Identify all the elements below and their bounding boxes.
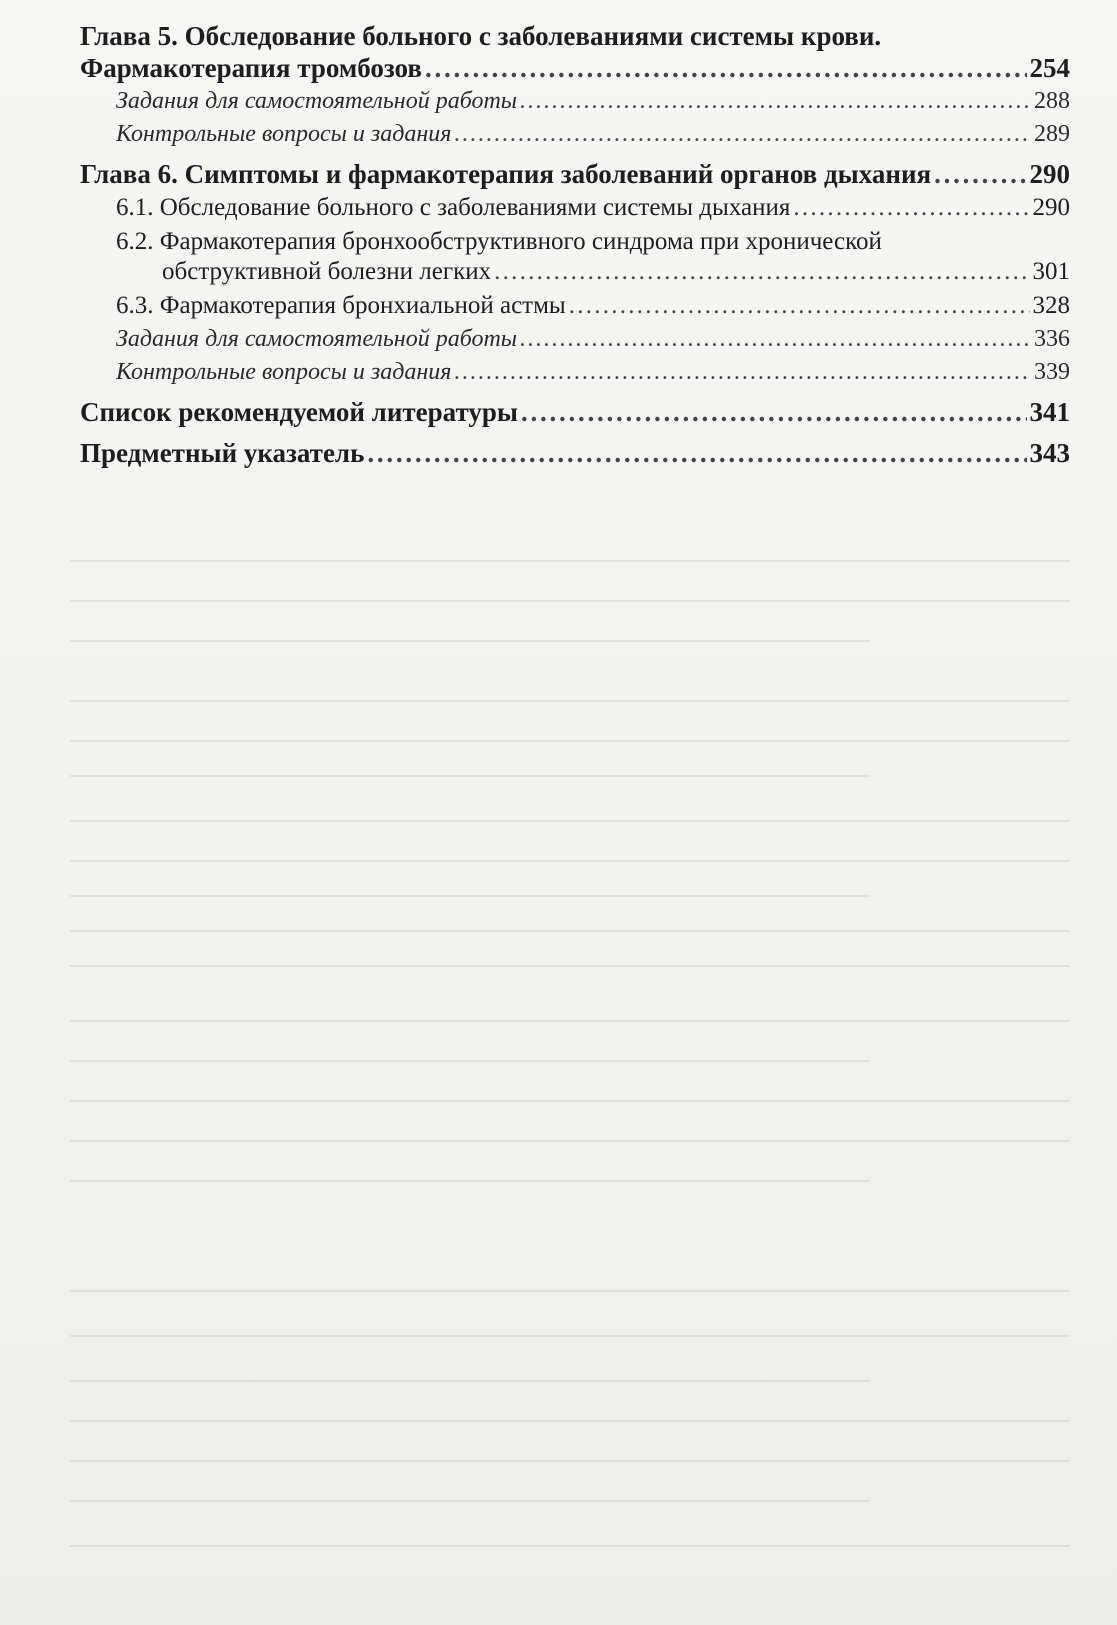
page-number: 301 (1032, 257, 1070, 285)
page-number: 290 (1029, 159, 1070, 190)
chapter-5-title-line2: Фармакотерапия тромбозов (80, 53, 422, 84)
bleed-through-line (70, 860, 1070, 862)
toc-entry-chapter-5[interactable] (80, 52, 1070, 84)
entry-title: 6.3. Фармакотерапия бронхиальной астмы (116, 291, 566, 319)
bleed-through-line (70, 1335, 1070, 1337)
bleed-through-line (70, 560, 1070, 562)
leader-dots (521, 396, 1027, 428)
bleed-through-line (70, 1180, 870, 1182)
section-6-2-title-line2: обструктивной болезни легких (162, 257, 492, 285)
bleed-through-line (70, 1420, 1070, 1422)
bleed-through-line (70, 930, 1070, 932)
chapter-5-title-line1: Глава 5. Обследование больного с заболеваниями системы крови. (80, 21, 882, 51)
table-of-contents (80, 20, 1070, 469)
toc-entry-ch5-questions[interactable] (80, 120, 1070, 149)
section-6-2-title-line1: 6.2. Фармакотерапия бронхообструктивного синдрома при хронической (116, 227, 882, 255)
bleed-through-line (70, 1020, 1070, 1022)
bleed-through-line (70, 740, 1070, 742)
bleed-through-line (70, 1290, 1070, 1292)
leader-dots (520, 87, 1031, 116)
page-number: 339 (1034, 358, 1070, 385)
entry-title: 6.1. Обследование больного с заболеваниями системы дыхания (116, 193, 791, 221)
bleed-through-line (70, 820, 1070, 822)
leader-dots (520, 325, 1031, 354)
page-number: 336 (1034, 325, 1070, 352)
toc-entry-index[interactable] (80, 437, 1070, 469)
leader-dots (793, 193, 1029, 223)
page-number: 343 (1029, 437, 1070, 468)
bleed-through-line (70, 700, 1070, 702)
bleed-through-line (70, 1140, 1070, 1142)
page-number: 289 (1034, 120, 1070, 147)
bleed-through-line (70, 965, 1070, 967)
leader-dots (367, 437, 1026, 469)
toc-entry-ch6-tasks[interactable] (80, 325, 1070, 354)
leader-dots (934, 158, 1026, 190)
page-number: 288 (1034, 87, 1070, 114)
toc-entry-ch5-tasks[interactable] (80, 87, 1070, 116)
chapter-6-title: Глава 6. Симптомы и фармакотерапия заболеваний органов дыхания (80, 159, 932, 190)
toc-entry-section-6-1[interactable] (80, 193, 1070, 223)
page-number: 328 (1032, 291, 1070, 319)
bleed-through-line (70, 1545, 1070, 1547)
bleed-through-line (70, 640, 870, 642)
bleed-through-line (70, 1060, 870, 1062)
page-number: 254 (1029, 53, 1070, 84)
leader-dots (454, 358, 1031, 387)
entry-title: Задания для самостоятельной работы (116, 87, 518, 114)
toc-entry-ch6-questions[interactable] (80, 358, 1070, 387)
entry-title: Задания для самостоятельной работы (116, 325, 518, 352)
toc-entry-chapter-6[interactable] (80, 158, 1070, 190)
bleed-through-line (70, 600, 1070, 602)
bleed-through-line (70, 1380, 870, 1382)
page-number: 290 (1032, 193, 1070, 221)
leader-dots (454, 120, 1031, 149)
toc-entry-section-6-3[interactable] (80, 291, 1070, 321)
toc-entry-section-6-2[interactable] (80, 257, 1070, 287)
leader-dots (425, 52, 1027, 84)
bleed-through-line (70, 1100, 1070, 1102)
leader-dots (569, 291, 1030, 321)
bleed-through-line (70, 1500, 870, 1502)
page-number: 341 (1029, 397, 1070, 428)
bleed-through-line (70, 895, 870, 897)
bleed-through-line (70, 1460, 1070, 1462)
entry-title: Контрольные вопросы и задания (116, 120, 452, 147)
entry-title: Список рекомендуемой литературы (80, 397, 518, 428)
entry-title: Предметный указатель (80, 437, 365, 468)
toc-entry-literature[interactable] (80, 396, 1070, 428)
leader-dots (494, 257, 1029, 287)
entry-title: Контрольные вопросы и задания (116, 358, 452, 385)
bleed-through-line (70, 775, 870, 777)
